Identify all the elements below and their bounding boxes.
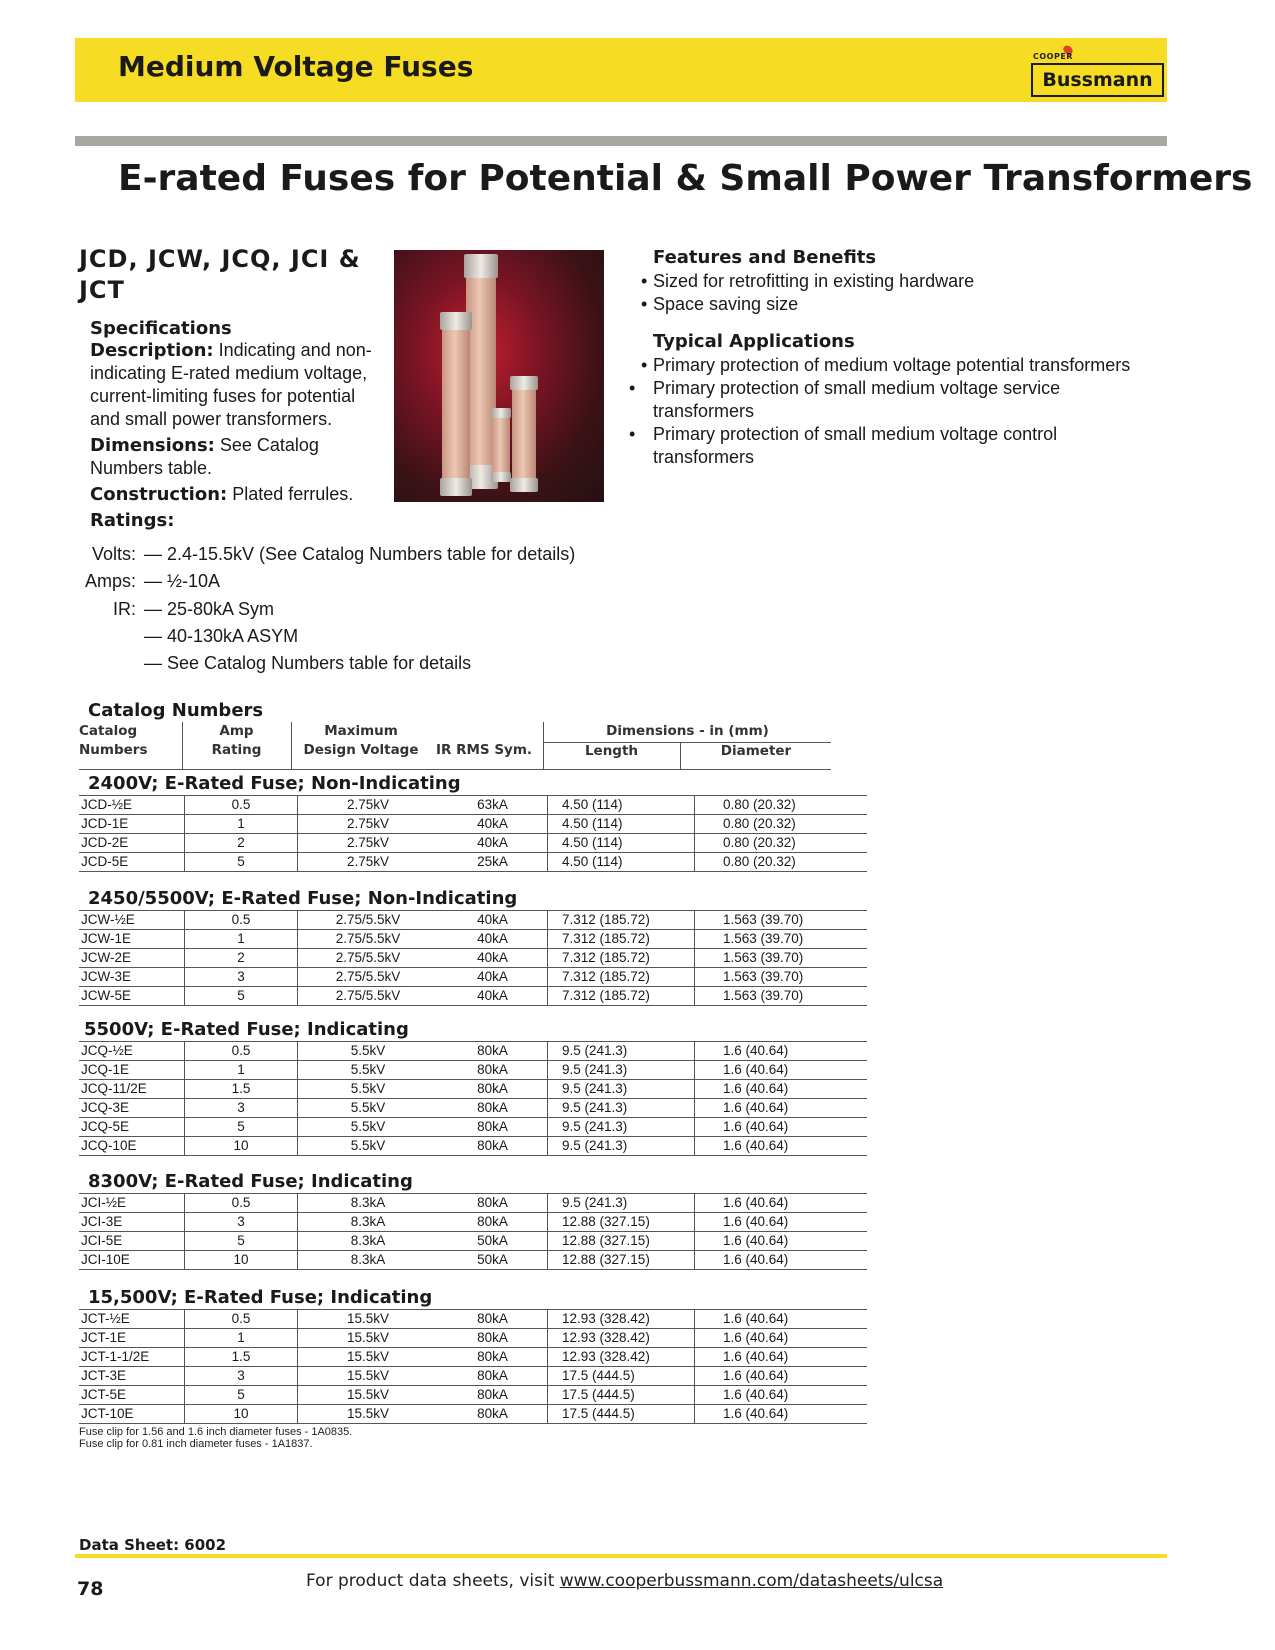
features-heading: Features and Benefits: [653, 247, 877, 268]
footer-rule: [75, 1554, 1167, 1558]
table-cell: 80kA: [438, 1080, 548, 1099]
table-cell: 0.5: [185, 911, 298, 930]
table-cell: JCQ-½E: [79, 1042, 185, 1061]
table-cell: 0.5: [185, 1042, 298, 1061]
catalog-table-header: [79, 722, 831, 770]
table-cell: 4.50 (114): [548, 853, 695, 872]
specifications-block: [90, 318, 390, 532]
table-cell: 5.5kV: [298, 1042, 439, 1061]
bullet-icon: •: [641, 294, 648, 314]
table-cell: 1.6 (40.64): [695, 1061, 868, 1080]
dimensions-label: Dimensions:: [90, 435, 215, 456]
table-cell: 7.312 (185.72): [548, 911, 695, 930]
table-cell: 80kA: [438, 1367, 548, 1386]
table-cell: 15.5kV: [298, 1405, 439, 1424]
table-cell: JCT-½E: [79, 1310, 185, 1329]
fuse-short: [512, 380, 536, 492]
table-cell: 12.93 (328.42): [548, 1329, 695, 1348]
table-row: [79, 1194, 867, 1213]
table-cell: 8.3kA: [298, 1251, 439, 1270]
table-row: [79, 1061, 867, 1080]
table-cell: 2.75/5.5kV: [298, 911, 439, 930]
rating-row: [76, 652, 471, 675]
dimensions: [90, 434, 390, 480]
table-cell: JCT-5E: [79, 1386, 185, 1405]
table-cell: 5.5kV: [298, 1080, 439, 1099]
table-cell: 1.6 (40.64): [695, 1405, 868, 1424]
table-cell: 7.312 (185.72): [548, 968, 695, 987]
table-row: [79, 1137, 867, 1156]
table-row: [79, 834, 867, 853]
catalog-table: [79, 1309, 867, 1424]
table-cell: 0.5: [185, 1310, 298, 1329]
rating-value: — See Catalog Numbers table for details: [144, 653, 472, 673]
table-cell: 80kA: [438, 1118, 548, 1137]
table-cell: JCW-1E: [79, 930, 185, 949]
table-cell: 25kA: [438, 853, 548, 872]
construction-label: Construction:: [90, 484, 228, 505]
col-header-line: Maximum: [324, 723, 398, 739]
col-header-line: Catalog: [79, 723, 138, 739]
table-cell: 2.75kV: [298, 815, 439, 834]
group-title: 8300V; E-Rated Fuse; Indicating: [88, 1171, 413, 1192]
table-cell: 9.5 (241.3): [548, 1194, 695, 1213]
table-cell: JCW-3E: [79, 968, 185, 987]
table-cell: 8.3kA: [298, 1213, 439, 1232]
table-cell: JCQ-10E: [79, 1137, 185, 1156]
table-cell: 0.5: [185, 796, 298, 815]
col-header-dimensions: Dimensions - in (mm): [606, 723, 769, 739]
table-cell: JCI-½E: [79, 1194, 185, 1213]
table-cell: 9.5 (241.3): [548, 1099, 695, 1118]
catalog-table: [79, 1193, 867, 1270]
list-item-text: Space saving size: [653, 294, 799, 314]
table-cell: 5.5kV: [298, 1099, 439, 1118]
bullet-icon: •: [641, 355, 648, 375]
table-cell: JCT-10E: [79, 1405, 185, 1424]
table-cell: 2.75kV: [298, 796, 439, 815]
col-header-voltage: [292, 722, 430, 760]
feature-item: [641, 270, 1181, 293]
fuse-product-photo: [394, 250, 604, 502]
table-cell: 12.88 (327.15): [548, 1251, 695, 1270]
table-cell: 3: [185, 968, 298, 987]
table-cell: 1: [185, 815, 298, 834]
table-cell: 9.5 (241.3): [548, 1137, 695, 1156]
table-row: [79, 1042, 867, 1061]
table-cell: 9.5 (241.3): [548, 1061, 695, 1080]
table-cell: 5: [185, 1118, 298, 1137]
list-item-text: Primary protection of small medium voltage control transformers: [653, 424, 1058, 467]
table-row: [79, 815, 867, 834]
table-cell: 0.80 (20.32): [695, 815, 868, 834]
data-sheet-label: Data Sheet: 6002: [79, 1536, 227, 1554]
ratings-label: Ratings:: [90, 510, 175, 531]
description-text: Indicating and non-indicating E-rated medium voltage, current-limiting fuses for potential and small power transformers.: [90, 340, 372, 429]
table-cell: 7.312 (185.72): [548, 949, 695, 968]
col-header-length: Length: [584, 743, 639, 759]
table-cell: 1.6 (40.64): [695, 1386, 868, 1405]
table-cell: JCD-½E: [79, 796, 185, 815]
table-cell: 2.75kV: [298, 834, 439, 853]
table-cell: 1.6 (40.64): [695, 1251, 868, 1270]
group-title: 15,500V; E-Rated Fuse; Indicating: [88, 1287, 433, 1308]
group-title: 2400V; E-Rated Fuse; Non-Indicating: [88, 773, 461, 794]
rating-row: [76, 625, 298, 648]
table-cell: 15.5kV: [298, 1329, 439, 1348]
table-cell: 50kA: [438, 1232, 548, 1251]
rating-row: [76, 543, 575, 566]
table-row: [79, 1118, 867, 1137]
table-row: [79, 1348, 867, 1367]
table-cell: 63kA: [438, 796, 548, 815]
table-cell: JCW-5E: [79, 987, 185, 1006]
table-row: [79, 1213, 867, 1232]
list-item-text: Sized for retrofitting in existing hardware: [653, 271, 975, 291]
table-row: [79, 1080, 867, 1099]
features-list: [641, 270, 1181, 316]
table-cell: 15.5kV: [298, 1310, 439, 1329]
table-cell: 1.6 (40.64): [695, 1232, 868, 1251]
table-cell: 10: [185, 1405, 298, 1424]
group-title: 5500V; E-Rated Fuse; Indicating: [84, 1019, 409, 1040]
rating-value: — ½-10A: [144, 571, 221, 591]
catalog-heading: Catalog Numbers: [88, 700, 264, 721]
table-cell: 0.80 (20.32): [695, 796, 868, 815]
table-cell: 3: [185, 1099, 298, 1118]
table-row: [79, 796, 867, 815]
table-cell: 80kA: [438, 1405, 548, 1424]
fuse-medium-cap-top: [440, 312, 472, 330]
fuse-short-cap-top: [510, 376, 538, 390]
table-row: [79, 949, 867, 968]
table-cell: 17.5 (444.5): [548, 1367, 695, 1386]
col-header-line: Numbers: [79, 742, 148, 758]
catalog-table: [79, 910, 867, 1006]
table-cell: 80kA: [438, 1213, 548, 1232]
rating-label: Amps:: [84, 571, 136, 591]
table-cell: 0.80 (20.32): [695, 834, 868, 853]
fuse-small-cap-top: [491, 408, 511, 418]
table-cell: 5.5kV: [298, 1061, 439, 1080]
footnote: Fuse clip for 1.56 and 1.6 inch diameter fuses - 1A0835.: [79, 1426, 353, 1438]
table-cell: 80kA: [438, 1137, 548, 1156]
table-cell: JCQ-1E: [79, 1061, 185, 1080]
col-header-line: Amp: [219, 723, 254, 739]
table-cell: 1.563 (39.70): [695, 911, 868, 930]
specifications-heading: Specifications: [90, 318, 232, 339]
table-cell: 2.75kV: [298, 853, 439, 872]
list-item-text: Primary protection of small medium voltage service transformers: [653, 378, 1061, 421]
table-cell: 80kA: [438, 1042, 548, 1061]
application-item: [629, 423, 1123, 469]
fuse-medium: [442, 318, 470, 493]
table-cell: 1.6 (40.64): [695, 1118, 868, 1137]
table-cell: JCI-10E: [79, 1251, 185, 1270]
col-header-amp: [183, 722, 290, 760]
rating-value: — 2.4-15.5kV (See Catalog Numbers table for details): [144, 544, 576, 564]
table-cell: 2.75/5.5kV: [298, 987, 439, 1006]
table-row: [79, 1099, 867, 1118]
application-item: [629, 377, 1123, 423]
table-cell: JCD-1E: [79, 815, 185, 834]
table-cell: 40kA: [438, 815, 548, 834]
table-cell: 1.563 (39.70): [695, 987, 868, 1006]
catalog-table: [79, 795, 867, 872]
product-title: JCD, JCW, JCQ, JCI & JCT: [79, 245, 361, 304]
table-cell: 15.5kV: [298, 1367, 439, 1386]
table-cell: 4.50 (114): [548, 815, 695, 834]
table-cell: 5: [185, 1386, 298, 1405]
table-row: [79, 1232, 867, 1251]
table-cell: JCD-2E: [79, 834, 185, 853]
rating-label: Volts:: [91, 544, 136, 564]
table-cell: 17.5 (444.5): [548, 1386, 695, 1405]
logo-bussmann-text: Bussmann: [1031, 63, 1164, 97]
table-cell: 7.312 (185.72): [548, 987, 695, 1006]
table-cell: 1.6 (40.64): [695, 1367, 868, 1386]
table-cell: 5: [185, 853, 298, 872]
rating-label: IR:: [112, 599, 136, 619]
divider-bar: [75, 136, 1167, 146]
table-cell: 40kA: [438, 987, 548, 1006]
table-cell: 2: [185, 834, 298, 853]
footer-url-link[interactable]: www.cooperbussmann.com/datasheets/ulcsa: [559, 1571, 944, 1591]
table-cell: 8.3kA: [298, 1194, 439, 1213]
table-cell: JCW-2E: [79, 949, 185, 968]
table-cell: 5: [185, 987, 298, 1006]
table-cell: 80kA: [438, 1061, 548, 1080]
logo-cooper-text: COOPER: [1033, 52, 1073, 61]
feature-item: [641, 293, 1181, 316]
footer-visit: [306, 1571, 943, 1591]
table-cell: 8.3kA: [298, 1232, 439, 1251]
table-cell: 5: [185, 1232, 298, 1251]
list-item-text: Primary protection of medium voltage potential transformers: [653, 355, 1131, 375]
applications-list: [629, 354, 1181, 469]
table-cell: JCT-3E: [79, 1367, 185, 1386]
table-cell: 80kA: [438, 1099, 548, 1118]
table-cell: 4.50 (114): [548, 796, 695, 815]
fuse-small-cap-bottom: [491, 472, 511, 482]
table-cell: 80kA: [438, 1329, 548, 1348]
bullet-icon: •: [629, 424, 636, 444]
table-cell: 0.5: [185, 1194, 298, 1213]
applications-heading: Typical Applications: [653, 331, 855, 352]
table-cell: 17.5 (444.5): [548, 1405, 695, 1424]
table-row: [79, 1310, 867, 1329]
table-cell: 15.5kV: [298, 1348, 439, 1367]
table-cell: 7.312 (185.72): [548, 930, 695, 949]
table-cell: JCI-3E: [79, 1213, 185, 1232]
page-title: E-rated Fuses for Potential & Small Power Transformers: [118, 158, 1253, 199]
table-cell: 3: [185, 1367, 298, 1386]
table-cell: 5.5kV: [298, 1137, 439, 1156]
table-cell: 80kA: [438, 1194, 548, 1213]
header-bottom-rule: [79, 769, 831, 770]
table-cell: 15.5kV: [298, 1386, 439, 1405]
table-row: [79, 1386, 867, 1405]
col-header-diameter: Diameter: [720, 743, 792, 759]
table-cell: 1.6 (40.64): [695, 1042, 868, 1061]
col-header-line: Design Voltage: [303, 742, 419, 758]
table-cell: 1.6 (40.64): [695, 1310, 868, 1329]
table-cell: 50kA: [438, 1251, 548, 1270]
table-cell: JCI-5E: [79, 1232, 185, 1251]
table-cell: JCT-1-1/2E: [79, 1348, 185, 1367]
rating-value: — 40-130kA ASYM: [144, 626, 299, 646]
footer-visit-text: For product data sheets, visit: [306, 1571, 560, 1591]
table-cell: 1.6 (40.64): [695, 1080, 868, 1099]
rating-row: [76, 570, 220, 593]
fuse-medium-cap-bottom: [440, 478, 472, 496]
fuse-tall-cap-top: [464, 254, 498, 278]
table-cell: 40kA: [438, 930, 548, 949]
construction-text: Plated ferrules.: [227, 484, 354, 504]
fuse-short-cap-bottom: [510, 478, 538, 492]
table-row: [79, 853, 867, 872]
table-cell: 1.563 (39.70): [695, 930, 868, 949]
dimensions-text: See Catalog Numbers table.: [90, 435, 319, 478]
table-cell: 80kA: [438, 1310, 548, 1329]
table-cell: 1.6 (40.64): [695, 1329, 868, 1348]
table-cell: 9.5 (241.3): [548, 1080, 695, 1099]
table-cell: 80kA: [438, 1348, 548, 1367]
table-cell: 40kA: [438, 834, 548, 853]
table-cell: 1: [185, 1061, 298, 1080]
table-cell: 1.6 (40.64): [695, 1194, 868, 1213]
catalog-table: [79, 1041, 867, 1156]
rating-row: [76, 598, 274, 621]
bullet-icon: •: [641, 271, 648, 291]
bullet-icon: •: [629, 378, 636, 398]
table-cell: 1: [185, 1329, 298, 1348]
table-cell: JCT-1E: [79, 1329, 185, 1348]
table-cell: 3: [185, 1213, 298, 1232]
table-cell: 9.5 (241.3): [548, 1118, 695, 1137]
page-number: 78: [77, 1578, 104, 1600]
table-cell: 1.5: [185, 1348, 298, 1367]
table-cell: 80kA: [438, 1386, 548, 1405]
table-cell: 1: [185, 930, 298, 949]
table-cell: 12.93 (328.42): [548, 1348, 695, 1367]
footnote: Fuse clip for 0.81 inch diameter fuses - 1A1837.: [79, 1438, 313, 1450]
table-row: [79, 1329, 867, 1348]
table-row: [79, 987, 867, 1006]
table-cell: 12.93 (328.42): [548, 1310, 695, 1329]
table-cell: 0.80 (20.32): [695, 853, 868, 872]
group-title: 2450/5500V; E-Rated Fuse; Non-Indicating: [88, 888, 518, 909]
table-cell: 9.5 (241.3): [548, 1042, 695, 1061]
table-cell: 2.75/5.5kV: [298, 968, 439, 987]
table-cell: 2.75/5.5kV: [298, 949, 439, 968]
table-cell: JCQ-5E: [79, 1118, 185, 1137]
table-cell: 10: [185, 1137, 298, 1156]
construction: [90, 483, 390, 506]
table-cell: JCD-5E: [79, 853, 185, 872]
table-cell: 1.6 (40.64): [695, 1348, 868, 1367]
table-cell: 2.75/5.5kV: [298, 930, 439, 949]
table-cell: 1.563 (39.70): [695, 968, 868, 987]
table-cell: 40kA: [438, 968, 548, 987]
description: [90, 339, 390, 431]
table-cell: 1.6 (40.64): [695, 1137, 868, 1156]
section-title: Medium Voltage Fuses: [118, 50, 474, 83]
table-cell: JCQ-3E: [79, 1099, 185, 1118]
table-cell: 1.6 (40.64): [695, 1099, 868, 1118]
table-cell: 12.88 (327.15): [548, 1232, 695, 1251]
rating-value: — 25-80kA Sym: [144, 599, 275, 619]
table-cell: JCW-½E: [79, 911, 185, 930]
table-row: [79, 968, 867, 987]
table-cell: 1.6 (40.64): [695, 1213, 868, 1232]
col-header-ir: IR RMS Sym.: [435, 742, 533, 758]
col-header-catalog: [79, 722, 181, 760]
table-cell: 40kA: [438, 911, 548, 930]
table-row: [79, 1251, 867, 1270]
bussmann-logo: [1031, 52, 1164, 96]
col-header-line: Rating: [211, 742, 262, 758]
table-cell: 40kA: [438, 949, 548, 968]
table-row: [79, 1367, 867, 1386]
table-row: [79, 930, 867, 949]
table-cell: 12.88 (327.15): [548, 1213, 695, 1232]
table-row: [79, 911, 867, 930]
table-row: [79, 1405, 867, 1424]
table-cell: 4.50 (114): [548, 834, 695, 853]
table-cell: JCQ-11/2E: [79, 1080, 185, 1099]
description-label: Description:: [90, 340, 214, 361]
table-cell: 1.5: [185, 1080, 298, 1099]
table-cell: 10: [185, 1251, 298, 1270]
table-cell: 2: [185, 949, 298, 968]
table-cell: 1.563 (39.70): [695, 949, 868, 968]
table-cell: 5.5kV: [298, 1118, 439, 1137]
application-item: [641, 354, 1181, 377]
